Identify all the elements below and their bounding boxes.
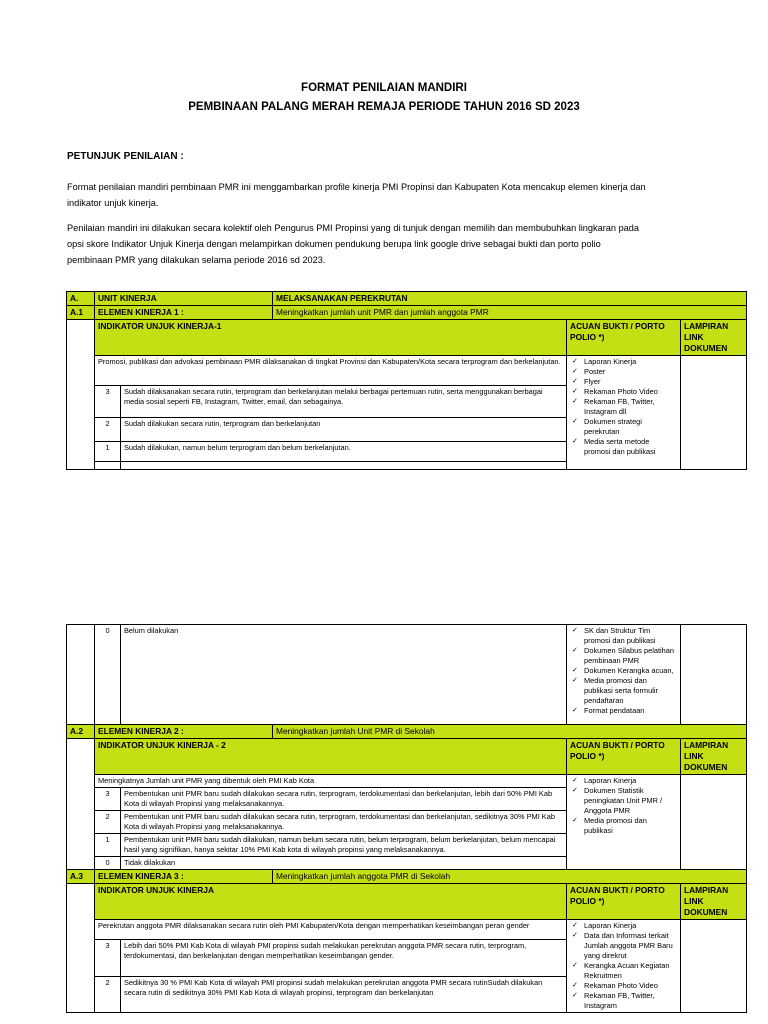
row-label: ELEMEN KINERJA 3 : — [95, 870, 273, 884]
blank-cell — [67, 739, 95, 870]
score-number: 2 — [95, 418, 121, 442]
paragraph-line: Penilaian mandiri ini dilakukan secara kolektif oleh Pengurus PMI Propinsi yang di tunjuk dengan memilih dan membubuhkan lingkaran pada — [67, 223, 640, 233]
score-number: 0 — [95, 625, 121, 725]
evidence-list — [570, 776, 677, 836]
paragraph-line: indikator unjuk kinerja. — [67, 198, 159, 208]
assessment-table-a2-a3 — [66, 624, 747, 1013]
assessment-table-a1 — [66, 291, 747, 470]
score-description: Sudah dilakukan, namun belum terprogram dan belum berkelanjutan. — [121, 442, 567, 462]
score-number: 1 — [95, 834, 121, 857]
indicator-description: Perekrutan anggota PMR dilaksanakan secara rutin oleh PMI Kabupaten/Kota dengan memperhatikan keseimbangan peran gender — [95, 920, 567, 940]
score-number: 1 — [95, 442, 121, 462]
row-value: Meningkatkan jumlah anggota PMR di Sekolah — [273, 870, 747, 884]
evidence-item: ✓ Rekaman FB, Twitter, Instagram dll — [570, 397, 677, 417]
paragraph-line: opsi skore Indikator Unjuk Kinerja dengan melampirkan dokumen pendukung berupa link google drive sebagai bukti dan porto polio — [67, 239, 601, 249]
evidence-item: ✓ Dokumen Silabus pelatihan pembinaan PMR — [570, 646, 677, 666]
row-code: A. — [67, 292, 95, 306]
header-row — [67, 884, 747, 920]
score-description: Sudah dilaksanakan secara rutin, terprogram dan berkelanjutan melalui berbagai pertemuan rutin, serta menggunakan berbagai media sosial seperti FB, Instagram, Twitter, email, dan sebagainya. — [121, 386, 567, 418]
row-value: Meningkatkan jumlah unit PMR dan jumlah anggota PMR — [273, 306, 747, 320]
blank-cell — [67, 320, 95, 470]
row-label: ELEMEN KINERJA 1 : — [95, 306, 273, 320]
evidence-cell — [567, 775, 681, 870]
score-description: Pembentukan unit PMR baru sudah dilakukan secara rutin, terprogram, terdokumentasi dan berkelanjutan, sedikitnya 30% PMI Kab Kota di wilayah Propinsi yang melaksanakannya. — [121, 811, 567, 834]
acuan-header: ACUAN BUKTI / PORTO POLIO *) — [567, 739, 681, 775]
instructions-heading: PETUNJUK PENILAIAN : — [67, 151, 184, 162]
acuan-header: ACUAN BUKTI / PORTO POLIO *) — [567, 884, 681, 920]
score-description: Sudah dilakukan secara rutin, terprogram dan berkelanjutan — [121, 418, 567, 442]
link-cell[interactable] — [681, 625, 747, 725]
blank-cell — [67, 884, 95, 1013]
acuan-header: ACUAN BUKTI / PORTO POLIO *) — [567, 320, 681, 356]
indicator-desc-row — [67, 356, 747, 386]
score-description: Sedikitnya 30 % PMI Kab Kota di wilayah PMI propinsi sudah melakukan perekrutan anggota PMR secara rutinSudah dilakukan secara rutin di sedikitnya 30% PMI Kab Kota di wilayah propinsi, terprogram dan berkelanjutan — [121, 976, 567, 1012]
evidence-list — [570, 357, 677, 457]
indicator-description: Promosi, publikasi dan advokasi pembinaan PMR dilaksanakan di tingkat Provinsi dan Kabupaten/Kota secara terprogram dan berkelanjutan. — [95, 356, 567, 386]
elemen-kinerja-row — [67, 725, 747, 739]
blank-cell — [95, 462, 121, 470]
row-code: A.2 — [67, 725, 95, 739]
evidence-cell — [567, 920, 681, 1013]
header-row — [67, 739, 747, 775]
score-description: Pembentukan unit PMR baru sudah dilakukan, namun belum secara rutin, belum terprogram, belum berkelanjutan, belum mencapai hasil yang signifikan, hanya sekitar 10% PMI Kab kota di wilayah propinsi yang melaksanakannya. — [121, 834, 567, 857]
blank-cell — [67, 625, 95, 725]
link-cell[interactable] — [681, 356, 747, 470]
row-code: A.1 — [67, 306, 95, 320]
indicator-header: INDIKATOR UNJUK KINERJA — [95, 884, 567, 920]
evidence-item: ✓ Laporan Kinerja — [570, 776, 677, 786]
score-description: Belum dilakukan — [121, 625, 567, 725]
evidence-cell — [567, 625, 681, 725]
evidence-item: ✓ Kerangka Acuan Kegiatan Rekruitmen — [570, 961, 677, 981]
score-number: 3 — [95, 940, 121, 976]
lampiran-header: LAMPIRAN LINK DOKUMEN — [681, 884, 747, 920]
evidence-item: ✓ Format pendataan — [570, 706, 677, 716]
document-title-line1: FORMAT PENILAIAN MANDIRI — [301, 82, 467, 94]
link-cell[interactable] — [681, 775, 747, 870]
evidence-item: ✓ Media serta metode promosi dan publikasi — [570, 437, 677, 457]
score-description: Lebih dari 50% PMI Kab Kota di wilayah PMI propinsi sudah melakukan perekrutan anggota PMR secara rutin, terprogram, terdokumentasi, dan berkelanjutan dengan memperhatikan keseimbangan gender. — [121, 940, 567, 976]
score-description: Tidak dilakukan — [121, 857, 567, 870]
evidence-item: ✓ Dokumen Statistik peningkatan Unit PMR / Anggota PMR — [570, 786, 677, 816]
evidence-list — [570, 921, 677, 1011]
evidence-item: ✓ Flyer — [570, 377, 677, 387]
row-label: UNIT KINERJA — [95, 292, 273, 306]
indicator-header: INDIKATOR UNJUK KINERJA - 2 — [95, 739, 567, 775]
indicator-description: Meningkatnya Jumlah unit PMR yang dibentuk oleh PMI Kab Kota — [95, 775, 567, 788]
row-value: Meningkatkan jumlah Unit PMR di Sekolah — [273, 725, 747, 739]
score-number: 0 — [95, 857, 121, 870]
score-number: 2 — [95, 811, 121, 834]
row-code: A.3 — [67, 870, 95, 884]
evidence-item: ✓ Media promosi dan publikasi — [570, 816, 677, 836]
evidence-item: ✓ Media promosi dan publikasi serta formulir pendaftaran — [570, 676, 677, 706]
instructions-paragraph-1 — [67, 179, 707, 211]
evidence-item: ✓ SK dan Struktur Tim promosi dan publikasi — [570, 626, 677, 646]
paragraph-line: Format penilaian mandiri pembinaan PMR ini menggambarkan profile kinerja PMI Propinsi dan Kabupaten Kota mencakup elemen kinerja dan — [67, 182, 646, 192]
score-description: Pembentukan unit PMR baru sudah dilakukan secara rutin, terprogram, terdokumentasi dan berkelanjutan, lebih dari 50% PMI Kab Kota di wilayah Propinsi yang melaksanakannya. — [121, 788, 567, 811]
paragraph-line: pembinaan PMR yang dilakukan selama periode 2016 sd 2023. — [67, 255, 326, 265]
evidence-item: ✓ Rekaman FB, Twitter, Instagram — [570, 991, 677, 1011]
evidence-item: ✓ Dokumen strategi perekrutan — [570, 417, 677, 437]
evidence-item: ✓ Laporan Kinerja — [570, 921, 677, 931]
elemen-kinerja-row — [67, 306, 747, 320]
indicator-desc-row — [67, 920, 747, 940]
evidence-cell — [567, 356, 681, 470]
elemen-kinerja-row — [67, 870, 747, 884]
evidence-item: ✓ Poster — [570, 367, 677, 377]
row-value: MELAKSANAKAN PEREKRUTAN — [273, 292, 747, 306]
header-row — [67, 320, 747, 356]
instructions-paragraph-2 — [67, 220, 707, 268]
evidence-item: ✓ Laporan Kinerja — [570, 357, 677, 367]
lampiran-header: LAMPIRAN LINK DOKUMEN — [681, 739, 747, 775]
score-number: 2 — [95, 976, 121, 1012]
blank-cell — [121, 462, 567, 470]
evidence-list — [570, 626, 677, 716]
link-cell[interactable] — [681, 920, 747, 1013]
indicator-desc-row — [67, 775, 747, 788]
score-row — [67, 625, 747, 725]
unit-kinerja-row — [67, 292, 747, 306]
lampiran-header: LAMPIRAN LINK DOKUMEN — [681, 320, 747, 356]
evidence-item: ✓ Rekaman Photo Video — [570, 387, 677, 397]
document-title-line2: PEMBINAAN PALANG MERAH REMAJA PERIODE TAHUN 2016 SD 2023 — [188, 101, 580, 113]
score-number: 3 — [95, 788, 121, 811]
evidence-item: ✓ Data dan Informasi terkait Jumlah anggota PMR Baru yang direkrut — [570, 931, 677, 961]
evidence-item: ✓ Dokumen Kerangka acuan, — [570, 666, 677, 676]
row-label: ELEMEN KINERJA 2 : — [95, 725, 273, 739]
evidence-item: ✓ Rekaman Photo Video — [570, 981, 677, 991]
score-number: 3 — [95, 386, 121, 418]
indicator-header: INDIKATOR UNJUK KINERJA-1 — [95, 320, 567, 356]
